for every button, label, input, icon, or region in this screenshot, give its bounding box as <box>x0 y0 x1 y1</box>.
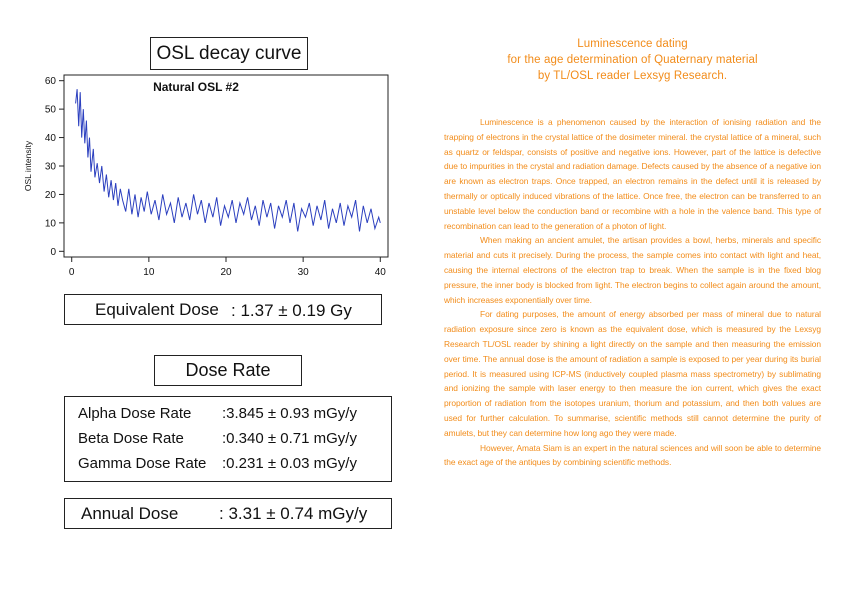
article-heading-line-3: by TL/OSL reader Lexsyg Research. <box>537 70 728 82</box>
dose-rate-title-box <box>154 355 302 386</box>
y-tick-label: 40 <box>44 133 56 145</box>
alpha-dose-value: :3.845 ± 0.93 mGy/y <box>222 405 357 422</box>
gamma-dose-value: :0.231 ± 0.03 mGy/y <box>222 455 357 472</box>
article <box>444 36 821 470</box>
y-tick-label: 10 <box>44 218 56 230</box>
beta-dose-row <box>78 430 357 447</box>
x-tick-label: 40 <box>374 267 386 278</box>
annual-dose-box <box>64 498 392 529</box>
plot-frame <box>64 75 388 257</box>
annual-dose-value: : 3.31 ± 0.74 mGy/y <box>219 504 368 523</box>
x-tick-label: 20 <box>220 267 232 278</box>
article-paragraph: Luminescence is a phenomenon caused by the interaction of ionising radiation and the trapping of electrons in the crystal lattice of the dosimeter mineral. the crystal lattice of a mineral, such as quartz or feldspar, consists of positive and negative ions. However, part of the lattice is defective due to impurities in the crystal and radiation damage. Defects caused by the absence of a negative ion are known as electron traps. Once trapped, an electron remains in the defect until it is released by thermally or optically induced vibrations of the lattice. Once free, the electron can be transferred to an unstable level below the conduction band or recombine with a hole in the valence band. This type of recombination can lead to the generation of a photon of light. <box>444 117 821 231</box>
annual-dose-label: Annual Dose <box>81 504 179 523</box>
y-tick-label: 30 <box>44 161 56 173</box>
x-tick-label: 10 <box>143 267 155 278</box>
article-paragraph: For dating purposes, the amount of energy absorbed per mass of mineral due to natural radiation exposure since zero is known as the equivalent dose, which is measured by the Lexsyg Research TL/OSL reader by shining a light directly on the sample and then measuring the emission over time. The annual dose is the amount of radiation a sample is exposed to per year during its burial period. It is measured using ICP-MS (inductively coupled plasma mass spectrometry) by sublimating and ionizing the sample with laser energy to then measure the ion current, which gives the exact proportion of radiation from the isotopes uranium, thorium and potassium, and then both values are used for further calculation. To summarise, scientific methods still cannot determine the purity of amulets, but they can determine how long ago they were made. <box>444 309 821 438</box>
y-axis-label: OSL intensity <box>23 140 33 192</box>
alpha-dose-row <box>78 405 357 422</box>
gamma-dose-row <box>78 455 357 472</box>
article-heading-line-1: Luminescence dating <box>577 38 688 50</box>
dose-rate-title: Dose Rate <box>185 360 271 380</box>
osl-decay-title-box <box>150 37 308 70</box>
alpha-dose-label: Alpha Dose Rate <box>78 405 192 422</box>
osl-decay-chart <box>20 73 400 288</box>
x-tick-label: 0 <box>68 267 75 278</box>
dose-rate-box <box>64 396 392 482</box>
equivalent-dose-value: : 1.37 ± 0.19 Gy <box>231 301 352 320</box>
chart-title: Natural OSL #2 <box>153 80 239 94</box>
article-paragraph: However, Amata Siam is an expert in the natural sciences and will soon be able to determine the exact age of the antiques by combining scientific methods. <box>444 442 821 468</box>
osl-decay-title: OSL decay curve <box>156 42 302 64</box>
osl-series-line <box>76 89 381 231</box>
y-tick-label: 20 <box>44 189 56 201</box>
article-paragraph: When making an ancient amulet, the artisan provides a bowl, herbs, minerals and specific material and cuts it precisely. During the process, the sample comes into contact with light and heat, causing the internal electrons of the electron trap to break. When the sample is in the fixed blog pressure, the inner body is blocked from light. The electron begins to collect again around the amount, which increases exponentially over time. <box>444 235 821 305</box>
y-tick-label: 50 <box>44 104 56 116</box>
beta-dose-label: Beta Dose Rate <box>78 430 184 447</box>
equivalent-dose-box <box>64 294 382 325</box>
beta-dose-value: :0.340 ± 0.71 mGy/y <box>222 430 357 447</box>
y-tick-label: 0 <box>50 246 56 258</box>
article-heading-line-2: for the age determination of Quaternary material <box>507 54 758 66</box>
x-tick-label: 30 <box>297 267 309 278</box>
equivalent-dose-label: Equivalent Dose <box>95 300 219 319</box>
article-heading <box>444 36 821 84</box>
y-tick-label: 60 <box>44 76 56 88</box>
gamma-dose-label: Gamma Dose Rate <box>78 455 207 472</box>
